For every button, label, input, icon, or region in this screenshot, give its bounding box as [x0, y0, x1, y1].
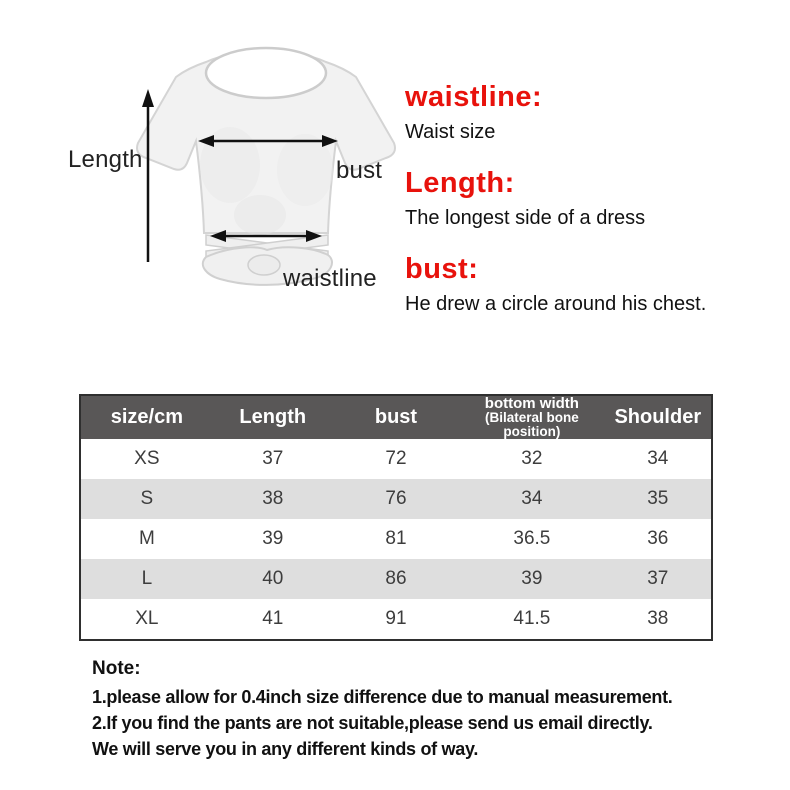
cell-length: 41 [262, 608, 284, 629]
cell-shoulder: 36 [647, 528, 669, 549]
table-row-l [80, 559, 712, 599]
definition-description: Waist size [405, 121, 496, 143]
cell-size: XL [135, 608, 159, 629]
cell-size: M [138, 528, 155, 549]
definitions-list [405, 80, 755, 338]
cell-shoulder: 38 [647, 608, 669, 629]
cell-shoulder: 34 [647, 448, 669, 469]
definition-term: bust: [405, 253, 479, 285]
table-row-m [80, 519, 712, 559]
length-label: Length [68, 146, 143, 173]
definition-description: The longest side of a dress [405, 207, 646, 229]
cell-bottom-width: 36.5 [513, 528, 551, 549]
header-bottom-width [459, 395, 604, 439]
waistline-label: waistline [283, 265, 377, 292]
table-row-xs [80, 439, 712, 479]
note-line-1: 1.please allow for 0.4inch size difference due to manual measurement. [92, 687, 673, 707]
header-bottom-width-line2: (Bilateral bone position) [484, 410, 579, 439]
header-bottom-width-line1: bottom width [484, 395, 579, 412]
size-table [79, 394, 713, 641]
hem-knot [248, 255, 280, 275]
cell-bottom-width: 34 [521, 488, 543, 509]
cell-length: 39 [262, 528, 284, 549]
header-length: Length [213, 395, 333, 439]
note-section [92, 658, 722, 762]
definition-term: Length: [405, 167, 515, 199]
cell-length: 37 [262, 448, 284, 469]
definition-term: waistline: [405, 81, 543, 113]
cell-bust: 91 [385, 608, 407, 629]
cell-size: L [141, 568, 153, 589]
cell-bust: 86 [385, 568, 407, 589]
header-shoulder: Shoulder [605, 395, 712, 439]
neckline [206, 48, 326, 98]
definition-length [405, 166, 755, 230]
definition-waistline [405, 80, 755, 144]
header-bust: bust [333, 395, 459, 439]
note-line-3: We will serve you in any different kinds of way. [92, 739, 479, 759]
size-table-header-row [80, 395, 712, 439]
cell-bottom-width: 32 [521, 448, 543, 469]
table-row-s [80, 479, 712, 519]
cell-length: 38 [262, 488, 284, 509]
cell-bust: 76 [385, 488, 407, 509]
table-row-xl [80, 599, 712, 640]
cell-size: XS [134, 448, 160, 469]
cell-shoulder: 37 [647, 568, 669, 589]
cell-shoulder: 35 [647, 488, 669, 509]
size-table-section [79, 394, 713, 641]
definition-bust [405, 252, 755, 316]
cell-bust: 81 [385, 528, 407, 549]
bust-label: bust [336, 157, 383, 184]
cell-bust: 72 [385, 448, 407, 469]
length-arrow [142, 89, 154, 262]
note-title: Note: [92, 658, 141, 679]
header-size-cm: size/cm [80, 395, 213, 439]
cell-length: 40 [262, 568, 284, 589]
definition-description: He drew a circle around his chest. [405, 293, 707, 315]
cell-bottom-width: 41.5 [513, 608, 551, 629]
note-line-2: 2.If you find the pants are not suitable,please send us email directly. [92, 713, 653, 733]
cell-bottom-width: 39 [521, 568, 543, 589]
cell-size: S [140, 488, 154, 509]
